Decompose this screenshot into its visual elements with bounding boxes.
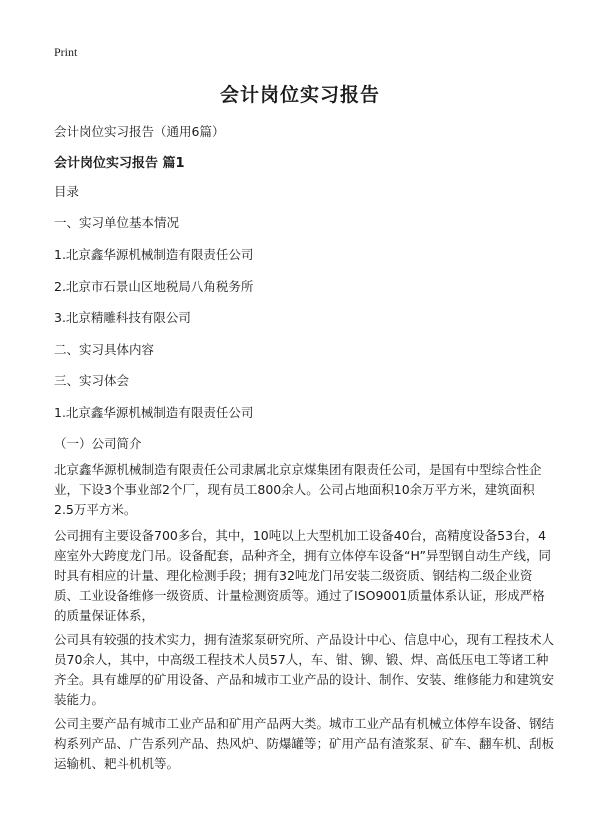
body-paragraph: 公司主要产品有城市工业产品和矿用产品两大类。城市工业产品有机械立体停车设备、钢结构系列产品、广告系列产品、热风炉、防爆罐等；矿用产品有渣浆泵、矿车、翻车机、刮板运输机、耙斗机机等。: [54, 716, 555, 771]
document-subtitle: 会计岗位实习报告（通用6篇）: [54, 124, 225, 139]
body-paragraph: 公司具有较强的技术实力，拥有渣浆泵研究所、产品设计中心、信息中心，现有工程技术人员70余人，其中，中高级工程技术人员57人，车、钳、铆、锻、焊、高低压电工等诸工种齐全。具有雄厚的矿用设备、产品和城市工业产品的设计、制作、安装、维修能力和建筑安装能力。: [54, 632, 555, 707]
toc-item: 1.北京鑫华源机械制造有限责任公司: [54, 247, 254, 262]
toc-item: 二、实习具体内容: [54, 342, 155, 357]
article-heading: 会计岗位实习报告 篇1: [54, 156, 185, 171]
body-paragraph: 公司拥有主要设备700多台，其中，10吨以上大型机加工设备40台，高精度设备53台，4座室外大跨度龙门吊。设备配套，品种齐全，拥有立体停车设备“H”异型钢自动生产线，同时具有相应的计量、理化检测手段；拥有32吨龙门吊安装二级资质、钢结构二级企业资质、工业设备维修一级资质、计量检测资质等。通过了ISO9001质量体系认证，形成严格的质量保证体系，: [54, 528, 551, 623]
toc-item: 三、实习体会: [54, 373, 130, 388]
toc-item: 2.北京市石景山区地税局八角税务所: [54, 279, 254, 294]
toc-heading: 目录: [54, 184, 80, 199]
print-link[interactable]: Print: [54, 45, 78, 59]
toc-item: 一、实习单位基本情况: [54, 215, 180, 230]
subsection-heading: （一）公司简介: [54, 436, 142, 451]
section-heading: 1.北京鑫华源机械制造有限责任公司: [54, 405, 254, 420]
page-title: 会计岗位实习报告: [219, 84, 380, 106]
toc-item: 3.北京精雕科技有限公司: [54, 310, 191, 325]
body-paragraph: 北京鑫华源机械制造有限责任公司隶属北京京煤集团有限责任公司，是国有中型综合性企业，下设3个事业部2个厂，现有员工800余人。公司占地面积10余万平方米，建筑面积2.5万平方米。: [54, 462, 542, 517]
